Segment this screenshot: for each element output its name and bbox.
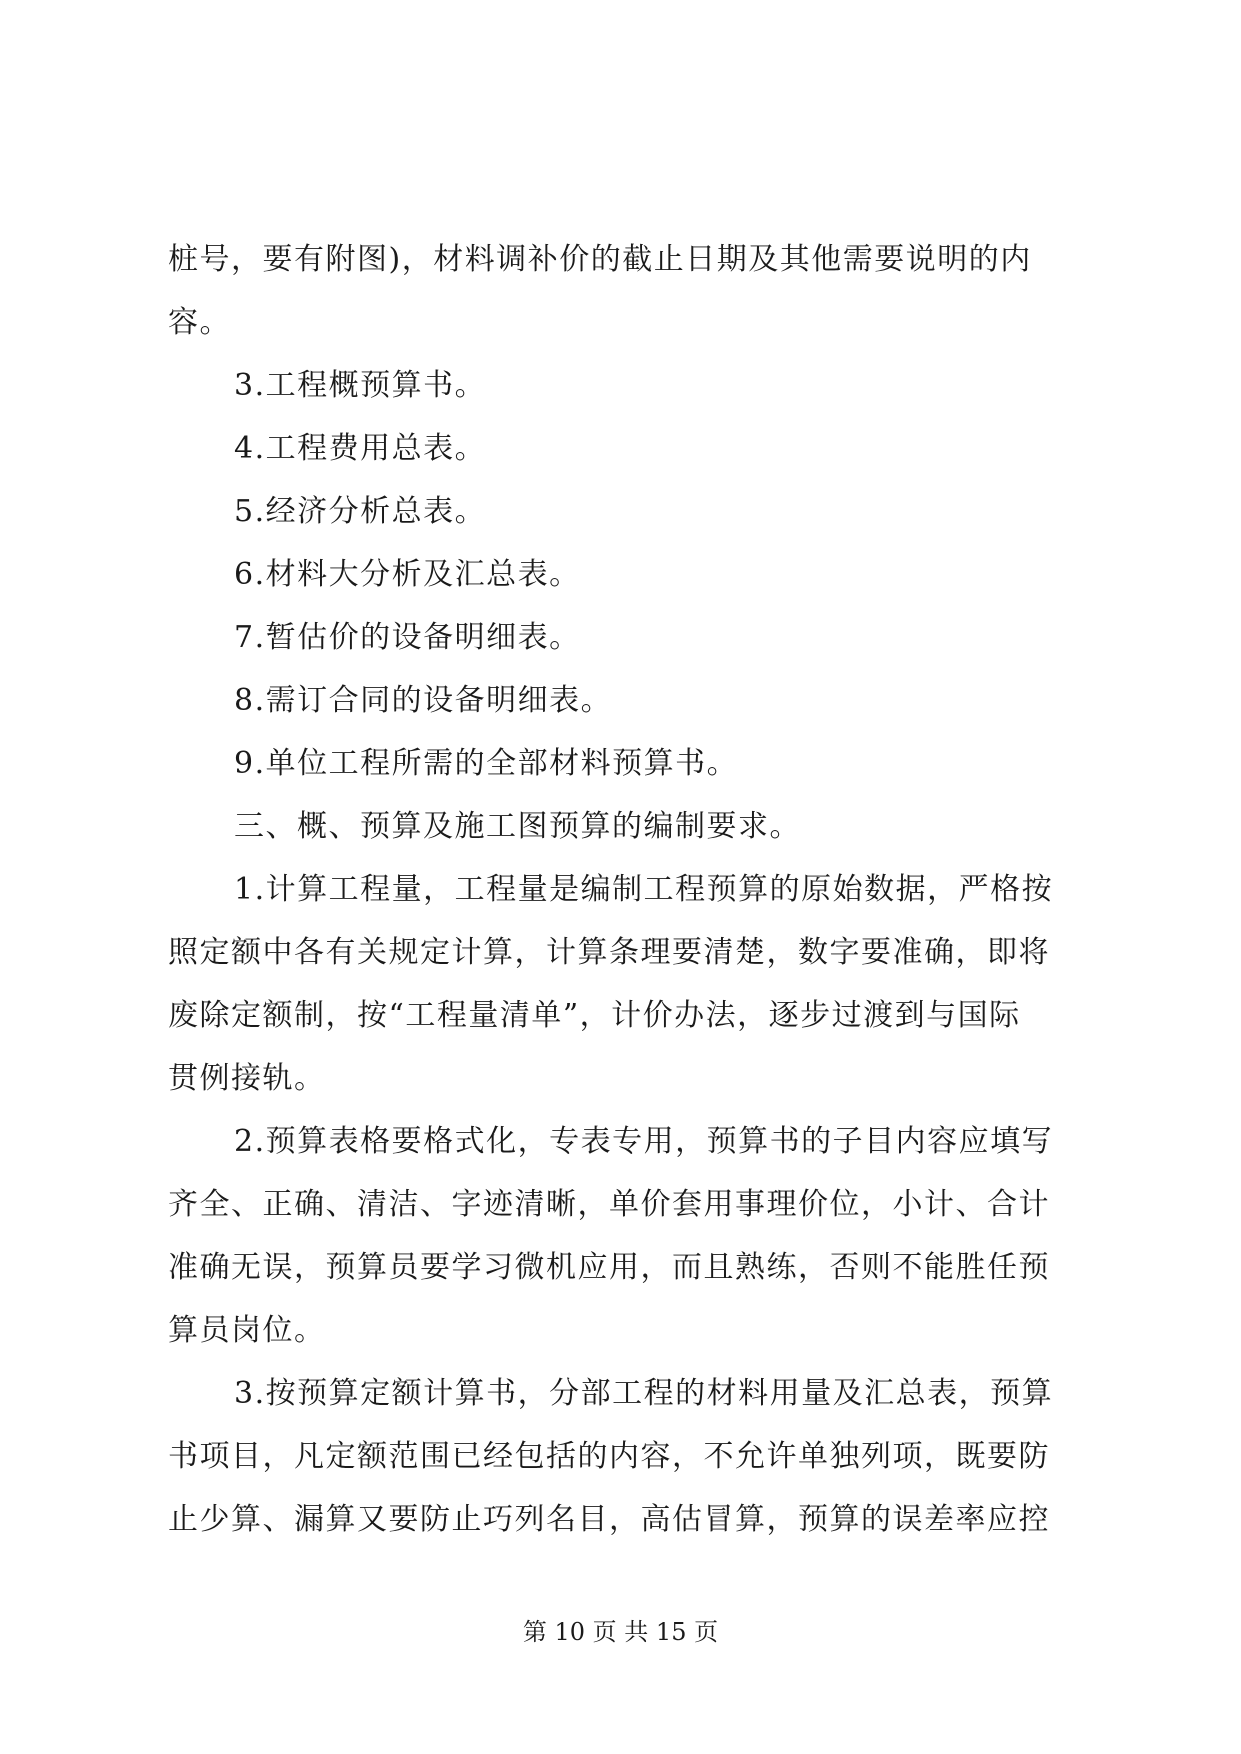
text-line: 废除定额制，按“工程量清单”，计价办法，逐步过渡到与国际 <box>168 998 1021 1033</box>
list-item: 8.需订合同的设备明细表。 <box>234 683 613 718</box>
list-item: 5.经济分析总表。 <box>234 494 487 529</box>
text-line: 齐全、正确、清洁、字迹清晰，单价套用事理价位，小计、合计 <box>168 1187 1050 1222</box>
text-line: 3.按预算定额计算书，分部工程的材料用量及汇总表，预算 <box>234 1376 1054 1411</box>
text-line: 1.计算工程量，工程量是编制工程预算的原始数据，严格按 <box>234 872 1054 907</box>
document-body <box>168 228 1080 1551</box>
list-item: 3.工程概预算书。 <box>234 368 487 403</box>
text-line: 准确无误，预算员要学习微机应用，而且熟练，否则不能胜任预 <box>168 1250 1050 1285</box>
text-line: 算员岗位。 <box>168 1313 326 1348</box>
text-line: 书项目，凡定额范围已经包括的内容，不允许单独列项，既要防 <box>168 1439 1050 1474</box>
list-item: 6.材料大分析及汇总表。 <box>234 557 581 592</box>
list-item: 9.单位工程所需的全部材料预算书。 <box>234 746 739 781</box>
text-line: 容。 <box>168 305 231 340</box>
text-line: 照定额中各有关规定计算，计算条理要清楚，数字要准确，即将 <box>168 935 1050 970</box>
list-item: 7.暂估价的设备明细表。 <box>234 620 581 655</box>
text-line: 止少算、漏算又要防止巧列名目，高估冒算，预算的误差率应控 <box>168 1502 1050 1537</box>
text-line: 桩号，要有附图)，材料调补价的截止日期及其他需要说明的内 <box>168 242 1032 277</box>
text-line: 贯例接轨。 <box>168 1061 326 1096</box>
list-item: 4.工程费用总表。 <box>234 431 487 466</box>
page-number-footer: 第 10 页 共 15 页 <box>522 1618 719 1646</box>
section-heading: 三、概、预算及施工图预算的编制要求。 <box>234 809 801 844</box>
text-line: 2.预算表格要格式化，专表专用，预算书的子目内容应填写 <box>234 1124 1054 1159</box>
